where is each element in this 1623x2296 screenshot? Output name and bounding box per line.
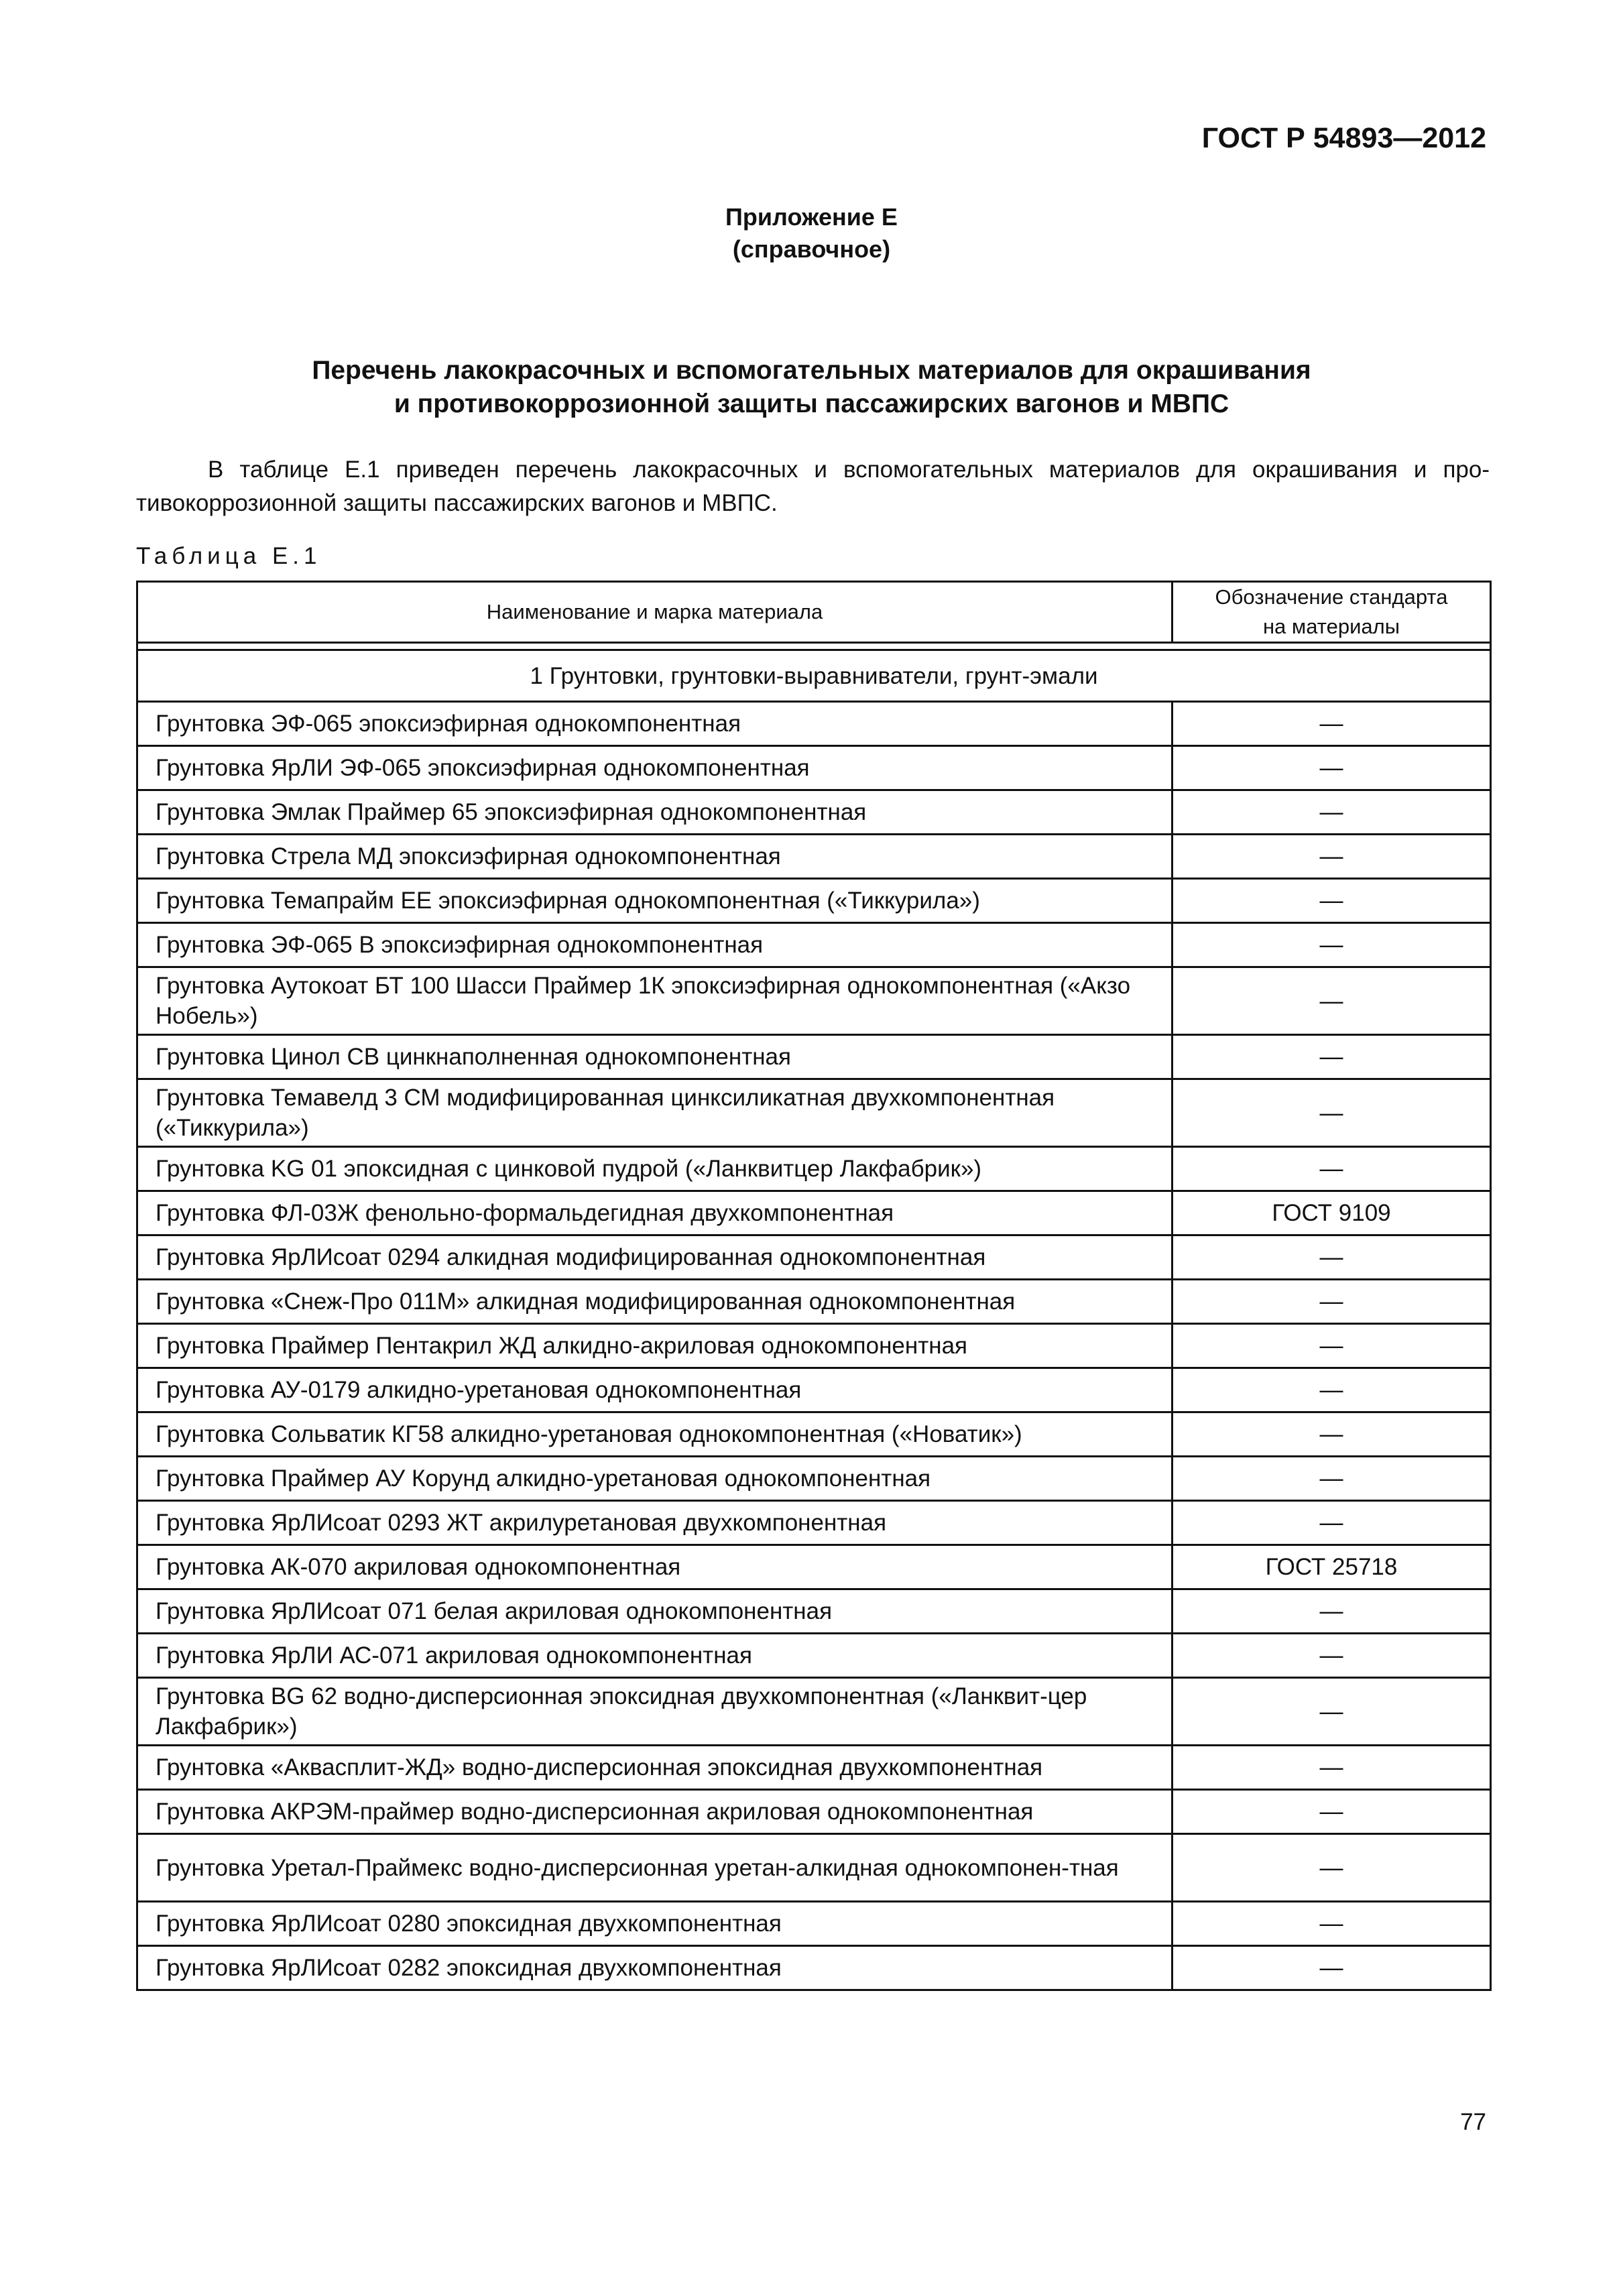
section-heading: 1 Грунтовки, грунтовки-выравниватели, грунт-эмали — [137, 650, 1491, 702]
table-row — [137, 1368, 1491, 1412]
standard-cell: — — [1173, 1412, 1491, 1457]
standard-cell: — — [1173, 835, 1491, 879]
table-row — [137, 1545, 1491, 1589]
table-row — [137, 1191, 1491, 1235]
material-name-cell: Грунтовка АК-070 акриловая однокомпонентная — [137, 1545, 1173, 1589]
material-name-cell: Грунтовка Аутокоат БТ 100 Шасси Праймер 1К эпоксиэфирная однокомпонентная («Акзо Нобель») — [137, 967, 1173, 1035]
standard-cell: — — [1173, 1946, 1491, 1990]
table-row — [137, 1501, 1491, 1545]
material-name-cell: Грунтовка Уретал-Праймекс водно-дисперсионная уретан-алкидная однокомпонен-тная — [137, 1834, 1173, 1902]
standard-cell: — — [1173, 1457, 1491, 1501]
material-name-cell: Грунтовка Стрела МД эпоксиэфирная однокомпонентная — [137, 835, 1173, 879]
materials-table — [136, 581, 1492, 1991]
title-line-2: и противокоррозионной защиты пассажирских вагонов и МВПС — [394, 389, 1229, 418]
table-row — [137, 1834, 1491, 1902]
standard-cell: — — [1173, 1147, 1491, 1191]
material-name-cell: Грунтовка KG 01 эпоксидная с цинковой пудрой («Ланквитцер Лакфабрик») — [137, 1147, 1173, 1191]
standard-cell: — — [1173, 923, 1491, 967]
standard-cell: — — [1173, 879, 1491, 923]
col-header-name: Наименование и марка материала — [137, 582, 1173, 643]
standard-cell: — — [1173, 1324, 1491, 1368]
table-row — [137, 1678, 1491, 1746]
table-row — [137, 1946, 1491, 1990]
table-row — [137, 923, 1491, 967]
standard-cell: — — [1173, 1678, 1491, 1746]
table-row — [137, 1457, 1491, 1501]
standard-cell: — — [1173, 1235, 1491, 1280]
material-name-cell: Грунтовка ЯрЛИсоат 0293 ЖТ акрилуретановая двухкомпонентная — [137, 1501, 1173, 1545]
section-row — [137, 650, 1491, 702]
intro-line-1: В таблице Е.1 приведен перечень лакокрасочных и вспомогательных материалов для окрашивания и про- — [208, 457, 1490, 483]
table-row — [137, 746, 1491, 790]
material-name-cell: Грунтовка ЭФ-065 В эпоксиэфирная однокомпонентная — [137, 923, 1173, 967]
appendix-heading — [0, 201, 1623, 265]
material-name-cell: Грунтовка Темапрайм ЕЕ эпоксиэфирная однокомпонентная («Тиккурила») — [137, 879, 1173, 923]
table-row — [137, 1235, 1491, 1280]
intro-line-2: тивокоррозионной защиты пассажирских вагонов и МВПС. — [136, 490, 778, 516]
material-name-cell: Грунтовка Праймер Пентакрил ЖД алкидно-акриловая однокомпонентная — [137, 1324, 1173, 1368]
material-name-cell: Грунтовка «Аквасплит-ЖД» водно-дисперсионная эпоксидная двухкомпонентная — [137, 1746, 1173, 1790]
table-row — [137, 790, 1491, 835]
standard-cell: — — [1173, 746, 1491, 790]
col-header-standard-line-2: на материалы — [1262, 615, 1400, 638]
material-name-cell: Грунтовка ЯрЛИ ЭФ-065 эпоксиэфирная однокомпонентная — [137, 746, 1173, 790]
page-number: 77 — [1460, 2109, 1486, 2135]
material-name-cell: Грунтовка ЯрЛИсоат 0282 эпоксидная двухкомпонентная — [137, 1946, 1173, 1990]
standard-cell: — — [1173, 790, 1491, 835]
appendix-type: (справочное) — [732, 235, 891, 263]
material-name-cell: Грунтовка ЯрЛИ АС-071 акриловая однокомпонентная — [137, 1634, 1173, 1678]
standard-cell: — — [1173, 1634, 1491, 1678]
material-name-cell: Грунтовка «Снеж-Про 011М» алкидная модифицированная однокомпонентная — [137, 1280, 1173, 1324]
standard-cell: — — [1173, 1790, 1491, 1834]
standard-cell: — — [1173, 1368, 1491, 1412]
table-row — [137, 1746, 1491, 1790]
table-row — [137, 1589, 1491, 1634]
title-line-1: Перечень лакокрасочных и вспомогательных материалов для окрашивания — [312, 356, 1311, 385]
table-row — [137, 1324, 1491, 1368]
standard-cell: — — [1173, 1035, 1491, 1079]
table-row — [137, 1790, 1491, 1834]
material-name-cell: Грунтовка ЯрЛИсоат 071 белая акриловая однокомпонентная — [137, 1589, 1173, 1634]
material-name-cell: Грунтовка Цинол СВ цинкнаполненная однокомпонентная — [137, 1035, 1173, 1079]
appendix-label: Приложение Е — [725, 203, 898, 231]
standard-cell: ГОСТ 9109 — [1173, 1191, 1491, 1235]
standard-cell: — — [1173, 1589, 1491, 1634]
intro-paragraph — [136, 453, 1490, 520]
standard-cell: — — [1173, 1280, 1491, 1324]
material-name-cell: Грунтовка BG 62 водно-дисперсионная эпоксидная двухкомпонентная («Ланквит-цер Лакфабрик») — [137, 1678, 1173, 1746]
table-row — [137, 1902, 1491, 1946]
material-name-cell: Грунтовка Праймер АУ Корунд алкидно-уретановая однокомпонентная — [137, 1457, 1173, 1501]
material-name-cell: Грунтовка Эмлак Праймер 65 эпоксиэфирная однокомпонентная — [137, 790, 1173, 835]
standard-cell: — — [1173, 1902, 1491, 1946]
standard-cell: — — [1173, 1746, 1491, 1790]
standard-cell: — — [1173, 702, 1491, 746]
material-name-cell: Грунтовка ФЛ-03Ж фенольно-формальдегидная двухкомпонентная — [137, 1191, 1173, 1235]
table-caption: Таблица Е.1 — [136, 543, 322, 569]
table-row — [137, 1634, 1491, 1678]
standard-cell: — — [1173, 967, 1491, 1035]
document-code: ГОСТ Р 54893—2012 — [1201, 122, 1486, 154]
material-name-cell: Грунтовка АКРЭМ-праймер водно-дисперсионная акриловая однокомпонентная — [137, 1790, 1173, 1834]
table-row — [137, 702, 1491, 746]
material-name-cell: Грунтовка ЯрЛИсоат 0280 эпоксидная двухкомпонентная — [137, 1902, 1173, 1946]
material-name-cell: Грунтовка Сольватик КГ58 алкидно-уретановая однокомпонентная («Новатик») — [137, 1412, 1173, 1457]
col-header-standard — [1173, 582, 1491, 643]
material-name-cell: Грунтовка АУ-0179 алкидно-уретановая однокомпонентная — [137, 1368, 1173, 1412]
standard-cell: — — [1173, 1079, 1491, 1147]
table-row — [137, 1412, 1491, 1457]
table-row — [137, 835, 1491, 879]
header-spacer — [137, 643, 1491, 650]
table-header-row — [137, 582, 1491, 643]
material-name-cell: Грунтовка ЯрЛИсоат 0294 алкидная модифицированная однокомпонентная — [137, 1235, 1173, 1280]
table-row — [137, 1147, 1491, 1191]
standard-cell: ГОСТ 25718 — [1173, 1545, 1491, 1589]
standard-cell: — — [1173, 1834, 1491, 1902]
table-row — [137, 1035, 1491, 1079]
table-row — [137, 967, 1491, 1035]
section-title — [0, 354, 1623, 421]
material-name-cell: Грунтовка Темавелд 3 СМ модифицированная цинксиликатная двухкомпонентная («Тиккурила») — [137, 1079, 1173, 1147]
table-row — [137, 1079, 1491, 1147]
col-header-standard-line-1: Обозначение стандарта — [1215, 585, 1448, 609]
table-row — [137, 1280, 1491, 1324]
table-row — [137, 879, 1491, 923]
material-name-cell: Грунтовка ЭФ-065 эпоксиэфирная однокомпонентная — [137, 702, 1173, 746]
standard-cell: — — [1173, 1501, 1491, 1545]
